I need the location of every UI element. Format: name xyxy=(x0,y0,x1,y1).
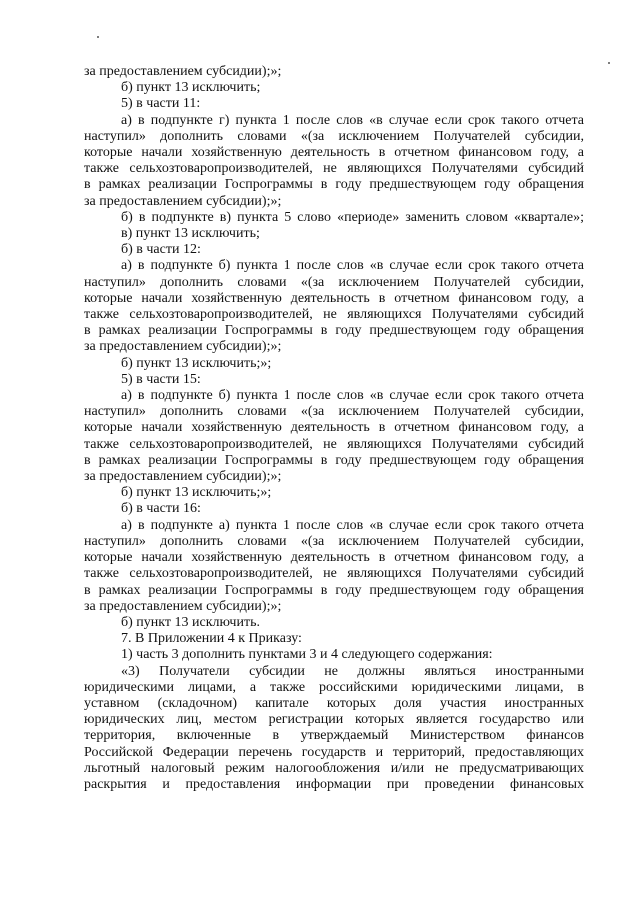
text-line: Российской Федерации перечень государств и территорий, предоставляющих xyxy=(84,744,584,760)
text-line: которые начали хозяйственную деятельность в отчетном финансовом году, а xyxy=(84,420,584,436)
text-line: а) в подпункте б) пункта 1 после слов «в случае если срок такого отчета xyxy=(121,258,584,274)
text-line: которые начали хозяйственную деятельность в отчетном финансовом году, а xyxy=(84,145,584,161)
text-line: б) в части 12: xyxy=(121,242,201,258)
text-line: также сельхозтоваропроизводителей, не являющихся Получателями субсидий xyxy=(84,566,584,582)
text-line: наступил» дополнить словами «(за исключением Получателей субсидии, xyxy=(84,128,584,144)
text-line: «3) Получатели субсидии не должны являться иностранными xyxy=(121,663,584,679)
text-line: также сельхозтоваропроизводителей, не являющихся Получателями субсидий xyxy=(84,436,584,452)
text-line: 7. В Приложении 4 к Приказу: xyxy=(121,631,302,647)
text-line: б) пункт 13 исключить;»; xyxy=(121,355,272,371)
text-line: б) пункт 13 исключить; xyxy=(121,80,261,96)
text-line: б) пункт 13 исключить. xyxy=(121,614,260,630)
text-line: льготный налоговый режим налогообложения и/или не предусматривающих xyxy=(84,760,584,776)
text-line: в рамках реализации Госпрограммы в году предшествующем году обращения xyxy=(84,582,584,598)
text-line: в рамках реализации Госпрограммы в году предшествующем году обращения xyxy=(84,452,584,468)
text-line: 5) в части 11: xyxy=(121,96,201,112)
text-line: за предоставлением субсидии);»; xyxy=(84,598,282,614)
text-line: б) пункт 13 исключить;»; xyxy=(121,485,272,501)
text-line: 1) часть 3 дополнить пунктами 3 и 4 следующего содержания: xyxy=(121,647,493,663)
text-line: а) в подпункте б) пункта 1 после слов «в случае если срок такого отчета xyxy=(121,388,584,404)
text-line: также сельхозтоваропроизводителей, не являющихся Получателями субсидий xyxy=(84,161,584,177)
text-line: наступил» дополнить словами «(за исключением Получателей субсидии, xyxy=(84,404,584,420)
text-line: б) в части 16: xyxy=(121,501,201,517)
text-line: территория, включенные в утверждаемый Министерством финансов xyxy=(84,728,584,744)
text-line: в) пункт 13 исключить; xyxy=(121,226,260,242)
text-line: которые начали хозяйственную деятельность в отчетном финансовом году, а xyxy=(84,550,584,566)
text-line: которые начали хозяйственную деятельность в отчетном финансовом году, а xyxy=(84,290,584,306)
text-line: б) в подпункте в) пункта 5 слово «периоде» заменить словом «квартале»; xyxy=(121,209,584,225)
text-line: а) в подпункте а) пункта 1 после слов «в случае если срок такого отчета xyxy=(121,517,584,533)
scan-speck xyxy=(608,62,610,64)
text-line: 5) в части 15: xyxy=(121,371,201,387)
text-line: наступил» дополнить словами «(за исключением Получателей субсидии, xyxy=(84,533,584,549)
document-body xyxy=(84,64,584,793)
text-line: за предоставлением субсидии);»; xyxy=(84,193,282,209)
text-line: также сельхозтоваропроизводителей, не являющихся Получателями субсидий xyxy=(84,307,584,323)
text-line: в рамках реализации Госпрограммы в году предшествующем году обращения xyxy=(84,177,584,193)
text-line: уставном (складочном) капитале которых доля участия иностранных xyxy=(84,695,584,711)
text-line: юридических лиц, местом регистрации которых является государство или xyxy=(84,712,584,728)
text-line: в рамках реализации Госпрограммы в году предшествующем году обращения xyxy=(84,323,584,339)
scan-speck xyxy=(97,36,99,38)
text-line: за предоставлением субсидии);»; xyxy=(84,469,282,485)
text-line: наступил» дополнить словами «(за исключением Получателей субсидии, xyxy=(84,274,584,290)
text-line: юридическими лицами, а также российскими юридическими лицами, в xyxy=(84,679,584,695)
text-line: за предоставлением субсидии);»; xyxy=(84,64,282,79)
text-line: за предоставлением субсидии);»; xyxy=(84,339,282,355)
text-line: раскрытия и предоставления информации при проведении финансовых xyxy=(84,776,584,792)
text-line: а) в подпункте г) пункта 1 после слов «в случае если срок такого отчета xyxy=(121,112,584,128)
